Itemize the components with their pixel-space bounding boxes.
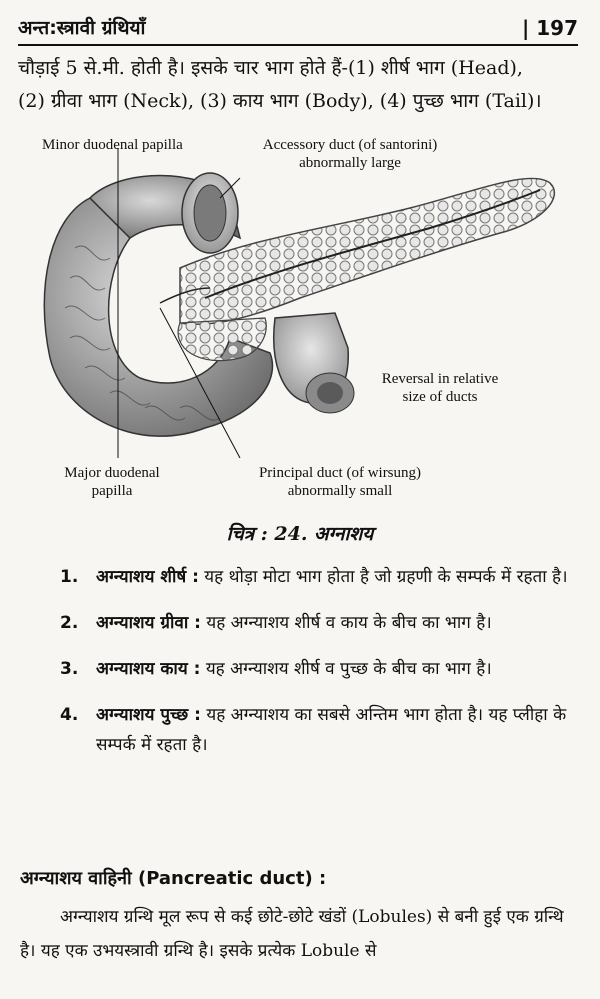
- list-description: यह थोड़ा मोटा भाग होता है जो ग्रहणी के सम्पर्क में रहता है।: [198, 567, 568, 587]
- list-text: [96, 700, 578, 760]
- list-item: [60, 608, 578, 638]
- list-item: [60, 700, 578, 760]
- label-major-duodenal-papilla: [52, 464, 172, 500]
- page-header: [18, 8, 578, 46]
- pancreas-figure: [30, 128, 590, 514]
- list-text: [96, 562, 578, 592]
- pancreas-illustration: [30, 128, 590, 514]
- list-number: 3.: [60, 659, 79, 679]
- label-principal-duct-line2: abnormally small: [287, 483, 393, 499]
- intro-text: [18, 52, 582, 118]
- list-item: [60, 654, 578, 684]
- body-paragraph: अग्न्याशय ग्रन्थि मूल रूप से कई छोटे-छोटे खंडों (Lobules) से बनी हुई एक ग्रन्थि है। यह एक उभयस्त्रावी ग्रन्थि है। इसके प्रत्येक Lobule से: [20, 907, 564, 961]
- list-number: 1.: [60, 567, 79, 587]
- label-major-papilla-line1: Major duodenal: [64, 465, 160, 481]
- label-principal-duct: [230, 464, 450, 500]
- list-number: 2.: [60, 613, 79, 633]
- label-reversal: [355, 370, 525, 406]
- list-description: यह अग्न्याशय का सबसे अन्तिम भाग होता है। यह प्लीहा के सम्पर्क में रहता है।: [96, 705, 567, 755]
- list-term: अग्न्याशय ग्रीवा :: [96, 613, 201, 633]
- figure-caption: चित्र : 24. अग्नाशय: [226, 523, 374, 545]
- pancreas-parts-list: [60, 562, 578, 776]
- label-reversal-line2: size of ducts: [402, 389, 478, 405]
- section-heading: अग्न्याशय वाहिनी (Pancreatic duct) :: [20, 868, 327, 889]
- list-term: अग्न्याशय काय :: [96, 659, 201, 679]
- page-number: | 197: [521, 16, 578, 40]
- list-text: [96, 608, 578, 638]
- label-accessory-duct-line1: Accessory duct (of santorini): [262, 137, 438, 153]
- list-description: यह अग्न्याशय शीर्ष व काय के बीच का भाग है।: [200, 613, 492, 633]
- list-item: [60, 562, 578, 592]
- label-accessory-duct-line2: abnormally large: [299, 155, 401, 171]
- label-major-papilla-line2: papilla: [91, 483, 133, 499]
- list-number: 4.: [60, 705, 79, 725]
- list-term: अग्न्याशय शीर्ष :: [96, 567, 199, 587]
- chapter-title: अन्त:स्त्रावी ग्रंथियाँ: [18, 17, 146, 39]
- label-accessory-duct: [230, 136, 470, 172]
- intro-line-1: चौड़ाई 5 से.मी. होती है। इसके चार भाग होते हैं-(1) शीर्ष भाग (Head),: [18, 57, 523, 79]
- intro-line-2: (2) ग्रीवा भाग (Neck), (3) काय भाग (Body), (4) पुच्छ भाग (Tail)।: [18, 90, 542, 112]
- label-minor-duodenal-papilla: Minor duodenal papilla: [42, 137, 183, 153]
- label-principal-duct-line1: Principal duct (of wirsung): [258, 465, 422, 481]
- list-term: अग्न्याशय पुच्छ :: [96, 705, 201, 725]
- label-reversal-line1: Reversal in relative: [381, 371, 499, 387]
- list-text: [96, 654, 578, 684]
- list-description: यह अग्न्याशय शीर्ष व पुच्छ के बीच का भाग है।: [200, 659, 492, 679]
